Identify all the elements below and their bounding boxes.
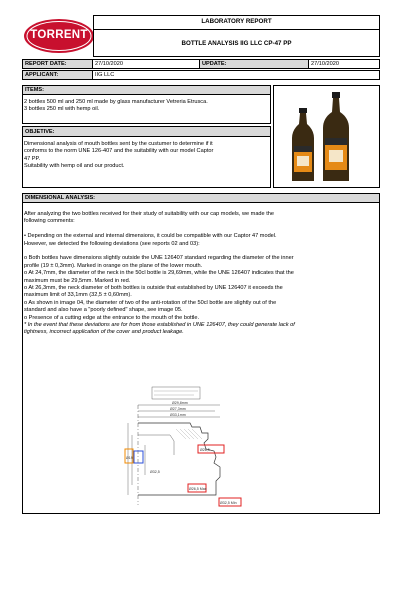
report-date-value: 27/10/2020 [93, 59, 200, 69]
items-line-1: 2 bottles 500 ml and 250 ml made by glass manufacturer Vetreria Etrusca. [24, 99, 208, 105]
report-title: LABORATORY REPORT [201, 18, 272, 25]
report-subtitle: BOTTLE ANALYSIS IIG LLC CP-47 PP [181, 40, 292, 47]
update-date-value: 27/10/2020 [309, 59, 380, 69]
dim-text-7: Ø26,5 Max [189, 487, 207, 491]
dim-text-5: Ø32,5 [150, 470, 160, 474]
deviation-4-line-1: o As shown in image 04, the diameter of two of the anti-rotation of the 50cl bottle are slightly out of the [24, 299, 277, 306]
dim-text-6: Ø19 [126, 456, 133, 460]
objective-text [24, 141, 269, 171]
deviation-3-line-1: o At 26,3mm, the neck diameter of both bottles is outside that established by UNE 126407 it exceeds the [24, 285, 283, 292]
note-line-2: tightness, incorrect application of the cover and product leakage. [24, 329, 184, 336]
deviation-2-line-1: o At 24,7mm, the diameter of the neck in the 50cl bottle is 29,69mm, while the UNE 126407 indicates that the [24, 270, 294, 277]
bullet-1-line-1: • Depending on the external and internal dimensions, it could be compatible with our Captor 47 model. [24, 233, 277, 240]
dim-text-1: Ø29,8mm [172, 401, 188, 405]
deviation-4-line-2: standard and also have a "poorly defined" shape, see image 05. [24, 307, 183, 314]
objective-line-2: conforms to the norm UNE 126-407 and the suitability with our model Captor [24, 148, 214, 155]
objective-line-3: 47 PP. [24, 155, 41, 162]
deviation-1-line-1: o Both bottles have dimensions slightly outside the UNE 126407 standard regarding the diameter of the inner [24, 255, 294, 262]
items-label: ITEMS: [22, 85, 271, 95]
dimensional-analysis-label: DIMENSIONAL ANALYSIS: [22, 193, 380, 203]
dim-text-4: Ø26,5 [200, 448, 210, 452]
deviation-5: o Presence of a cutting edge at the entrance to the mouth of the bottle. [24, 314, 200, 321]
dim-text-2: Ø27,3mm [170, 407, 186, 411]
update-label: UPDATE: [200, 59, 309, 69]
objective-label: OBJETIVE: [22, 126, 271, 137]
applicant-value: IIG LLC [93, 70, 380, 80]
product-photo [273, 85, 380, 188]
deviation-2-line-2: maximum must be 29,5mm. Marked in red. [24, 277, 131, 284]
applicant-label: APPLICANT: [22, 70, 93, 80]
logo-text: TORRENT [30, 29, 88, 41]
objective-line-1: Dimensional analysis of mouth bottles sent by the custumer to determine if it [24, 141, 213, 147]
company-logo [23, 18, 95, 54]
bottles-image [274, 86, 379, 187]
note-line-1: * In the event that these deviations are for from those established in UNE 126407, they could generate lack of [24, 322, 295, 329]
items-text [24, 99, 269, 114]
dim-text-3: Ø33,1mm [170, 413, 186, 417]
dimensional-analysis-text [24, 211, 378, 337]
dim-text-8: Ø32,5 Min [220, 501, 237, 505]
deviation-3-line-2: maximum limit of 33,1mm (32,5 ± 0,60mm). [24, 292, 132, 299]
report-date-label: REPORT DATE: [22, 59, 93, 69]
bottle-mouth-drawing [120, 385, 280, 510]
bullet-1-line-2: However, we detected the following deviations (see reports 02 and 03): [24, 240, 200, 247]
intro-line-2: following comments: [24, 218, 75, 225]
intro-line-1: After analyzing the two bottles received for their study of suitability with our cap models, we made the [24, 211, 274, 217]
objective-line-4: Suitability with hemp oil and our product. [24, 163, 125, 170]
items-line-2: 3 bottles 250 ml with hemp oil. [24, 106, 100, 113]
deviation-1-line-2: profile (19 ± 0,3mm). Marked in orange on the plane of the lower mouth. [24, 262, 203, 269]
